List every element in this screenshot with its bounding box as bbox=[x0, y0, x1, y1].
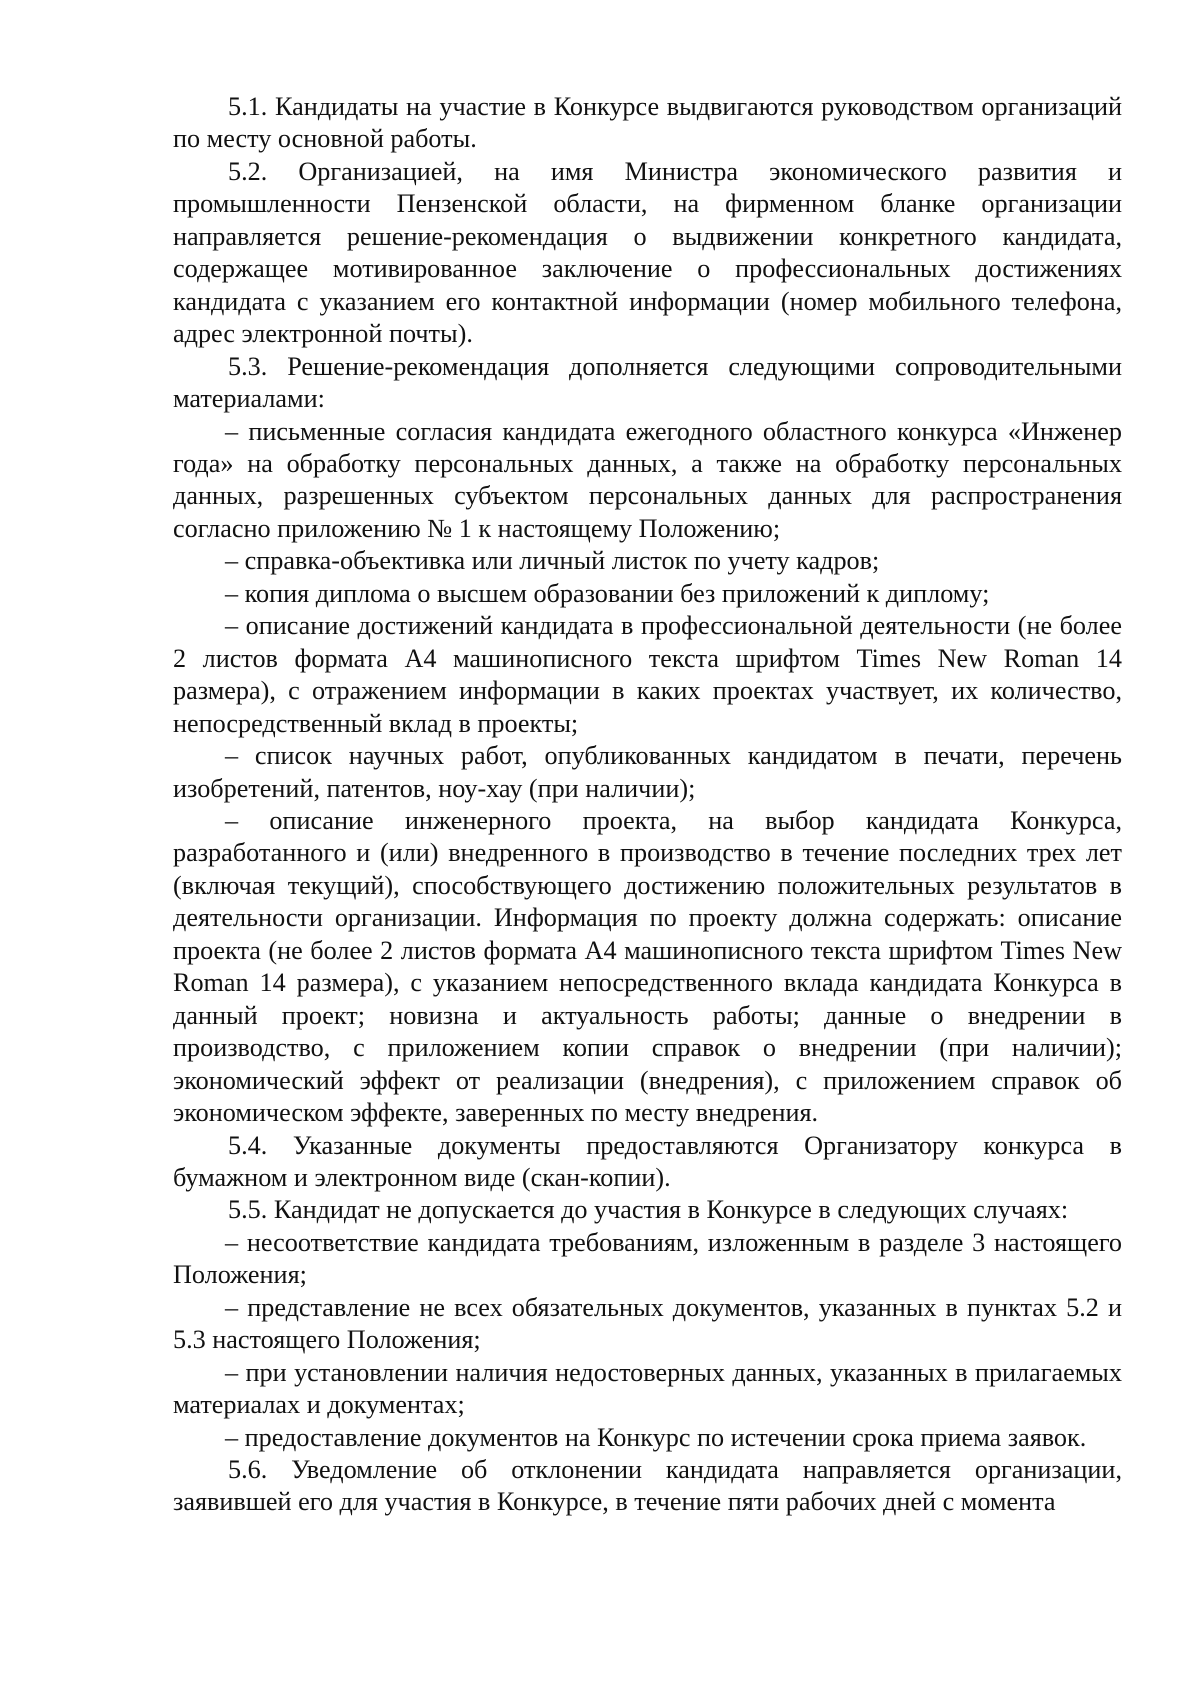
paragraph-5-4: 5.4. Указанные документы предоставляются Организатору конкурса в бумажном и электронном виде (скан-копии). bbox=[173, 1130, 1122, 1192]
list-item-nonconformity: – несоответствие кандидата требованиям, изложенным в разделе 3 настоящего Положения; bbox=[173, 1227, 1122, 1290]
list-item-late-submission: – предоставление документов на Конкурс по истечении срока приема заявок. bbox=[225, 1422, 1087, 1452]
paragraph-5-3: 5.3. Решение-рекомендация дополняется следующими сопроводительными материалами: bbox=[173, 351, 1122, 414]
list-item-unreliable-data: – при установлении наличия недостоверных данных, указанных в прилагаемых материалах и документах; bbox=[173, 1357, 1122, 1420]
list-item-personnel-record: – справка-объективка или личный листок по учету кадров; bbox=[225, 546, 880, 576]
list-item-consent: – письменные согласия кандидата ежегодного областного конкурса «Инженер года» на обработку персональных данных, а также на обработку персональных данных, разрешенных субъектом персональных данных для распространения согласно приложению № 1 к настоящему Положению; bbox=[173, 416, 1122, 543]
paragraph-5-1: 5.1. Кандидаты на участие в Конкурсе выдвигаются руководством организаций по месту основной работы. bbox=[173, 92, 1122, 154]
list-item-achievements: – описание достижений кандидата в профессиональной деятельности (не более 2 листов формата А4 машинописного текста шрифтом Times New Roman 14 размера), с отражением информации в каких проектах участвует, их количество, непосредственный вклад в проекты; bbox=[173, 611, 1122, 738]
paragraph-5-2: 5.2. Организацией, на имя Министра экономического развития и промышленности Пензенской области, на фирменном бланке организации направляется решение-рекомендация о выдвижении конкретного кандидата, содержащее мотивированное заключение о профессиональных достижениях кандидата с указанием его контактной информации (номер мобильного телефона, адрес электронной почты). bbox=[173, 156, 1122, 349]
list-item-diploma-copy: – копия диплома о высшем образовании без приложений к диплому; bbox=[225, 578, 990, 608]
document-page bbox=[173, 91, 1122, 1519]
paragraph-5-6: 5.6. Уведомление об отклонении кандидата направляется организации, заявившей его для участия в Конкурсе, в течение пяти рабочих дней с момента bbox=[173, 1455, 1122, 1517]
list-item-scientific-works: – список научных работ, опубликованных кандидатом в печати, перечень изобретений, патентов, ноу-хау (при наличии); bbox=[173, 741, 1122, 803]
list-item-engineering-project: – описание инженерного проекта, на выбор кандидата Конкурса, разработанного и (или) внедренного в производство в течение последних трех лет (включая текущий), способствующего достижению положительных результатов в деятельности организации. Информация по проекту должна содержать: описание проекта (не более 2 листов формата А4 машинописного текста шрифтом Times New Roman 14 размера), с указанием непосредственного вклада кандидата Конкурса в данный проект; новизна и актуальность работы; данные о внедрении в производство, с приложением копии справок о внедрении (при наличии); экономический эффект от реализации (внедрения), с приложением справок об экономическом эффекте, заверенных по месту внедрения. bbox=[173, 805, 1122, 1128]
paragraph-5-5: 5.5. Кандидат не допускается до участия в Конкурсе в следующих случаях: bbox=[228, 1195, 1069, 1225]
list-item-incomplete-documents: – представление не всех обязательных документов, указанных в пунктах 5.2 и 5.3 настоящего Положения; bbox=[173, 1292, 1122, 1355]
